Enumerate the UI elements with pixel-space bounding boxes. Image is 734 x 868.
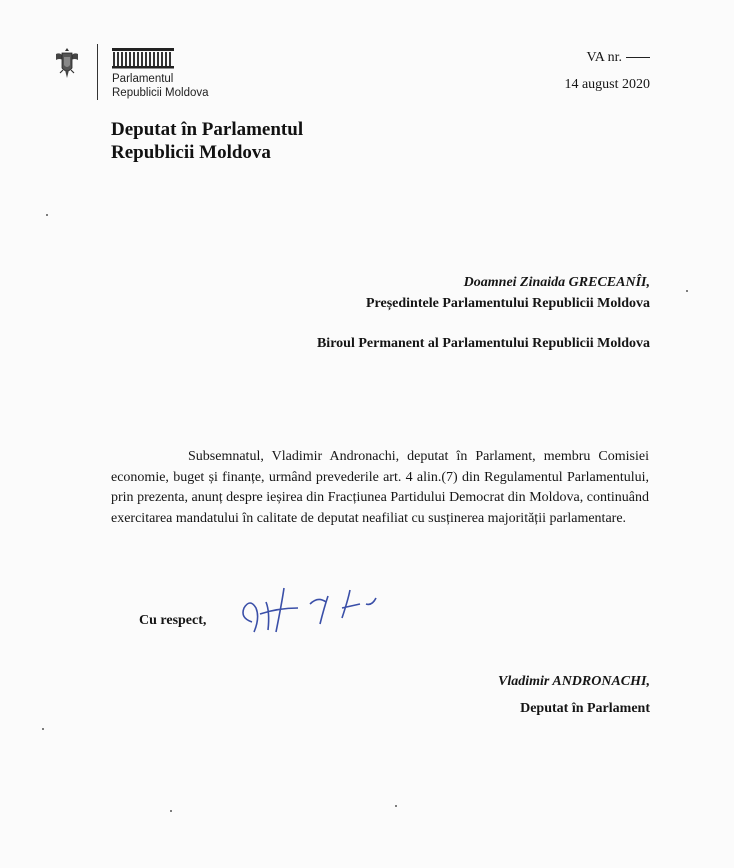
sender-heading (111, 118, 303, 164)
institution-line-2: Republicii Moldova (112, 87, 209, 99)
sender-line-2: Republicii Moldova (111, 142, 271, 163)
signer-title: Deputat în Parlament (520, 701, 650, 716)
scan-speck (170, 810, 172, 812)
coat-of-arms-icon (54, 46, 80, 82)
scan-speck (395, 805, 397, 807)
header-divider (97, 44, 98, 100)
sender-line-1: Deputat în Parlamentul (111, 119, 304, 140)
scan-speck (46, 214, 48, 216)
recipient-name: Doamnei Zinaida GRECEANÎI, (463, 275, 650, 290)
institution-name (112, 72, 209, 100)
document-date: 14 august 2020 (564, 77, 650, 92)
recipient-bureau: Biroul Permanent al Parlamentului Republicii Moldova (316, 336, 650, 351)
signer-block (498, 668, 650, 722)
recipient-title: Președintele Parlamentului Republicii Moldova (365, 296, 650, 311)
scan-speck (42, 728, 44, 730)
reference-blank (626, 57, 650, 58)
closing-salutation: Cu respect, (139, 613, 207, 628)
reference-number (586, 50, 650, 66)
institution-line-1: Parlamentul (112, 73, 174, 85)
reference-label: VA nr. (586, 50, 622, 65)
parliament-building-icon (112, 46, 174, 70)
scan-speck (686, 290, 688, 292)
letter-body: Subsemnatul, Vladimir Andronachi, deputat în Parlament, membru Comisiei economie, buget și finanțe, urmând prevederile art. 4 alin.(7) din Regulamentul Parlamentului, prin prezenta, anunț despre ieșirea din Fracțiunea Partidului Democrat din Moldova, continuând exercitarea mandatului în calitate de deputat neafiliat cu susținerea majorității parlamentare. (111, 449, 649, 526)
signer-name: Vladimir ANDRONACHI, (498, 674, 650, 689)
recipient-block (366, 272, 650, 314)
handwritten-signature (238, 578, 388, 642)
